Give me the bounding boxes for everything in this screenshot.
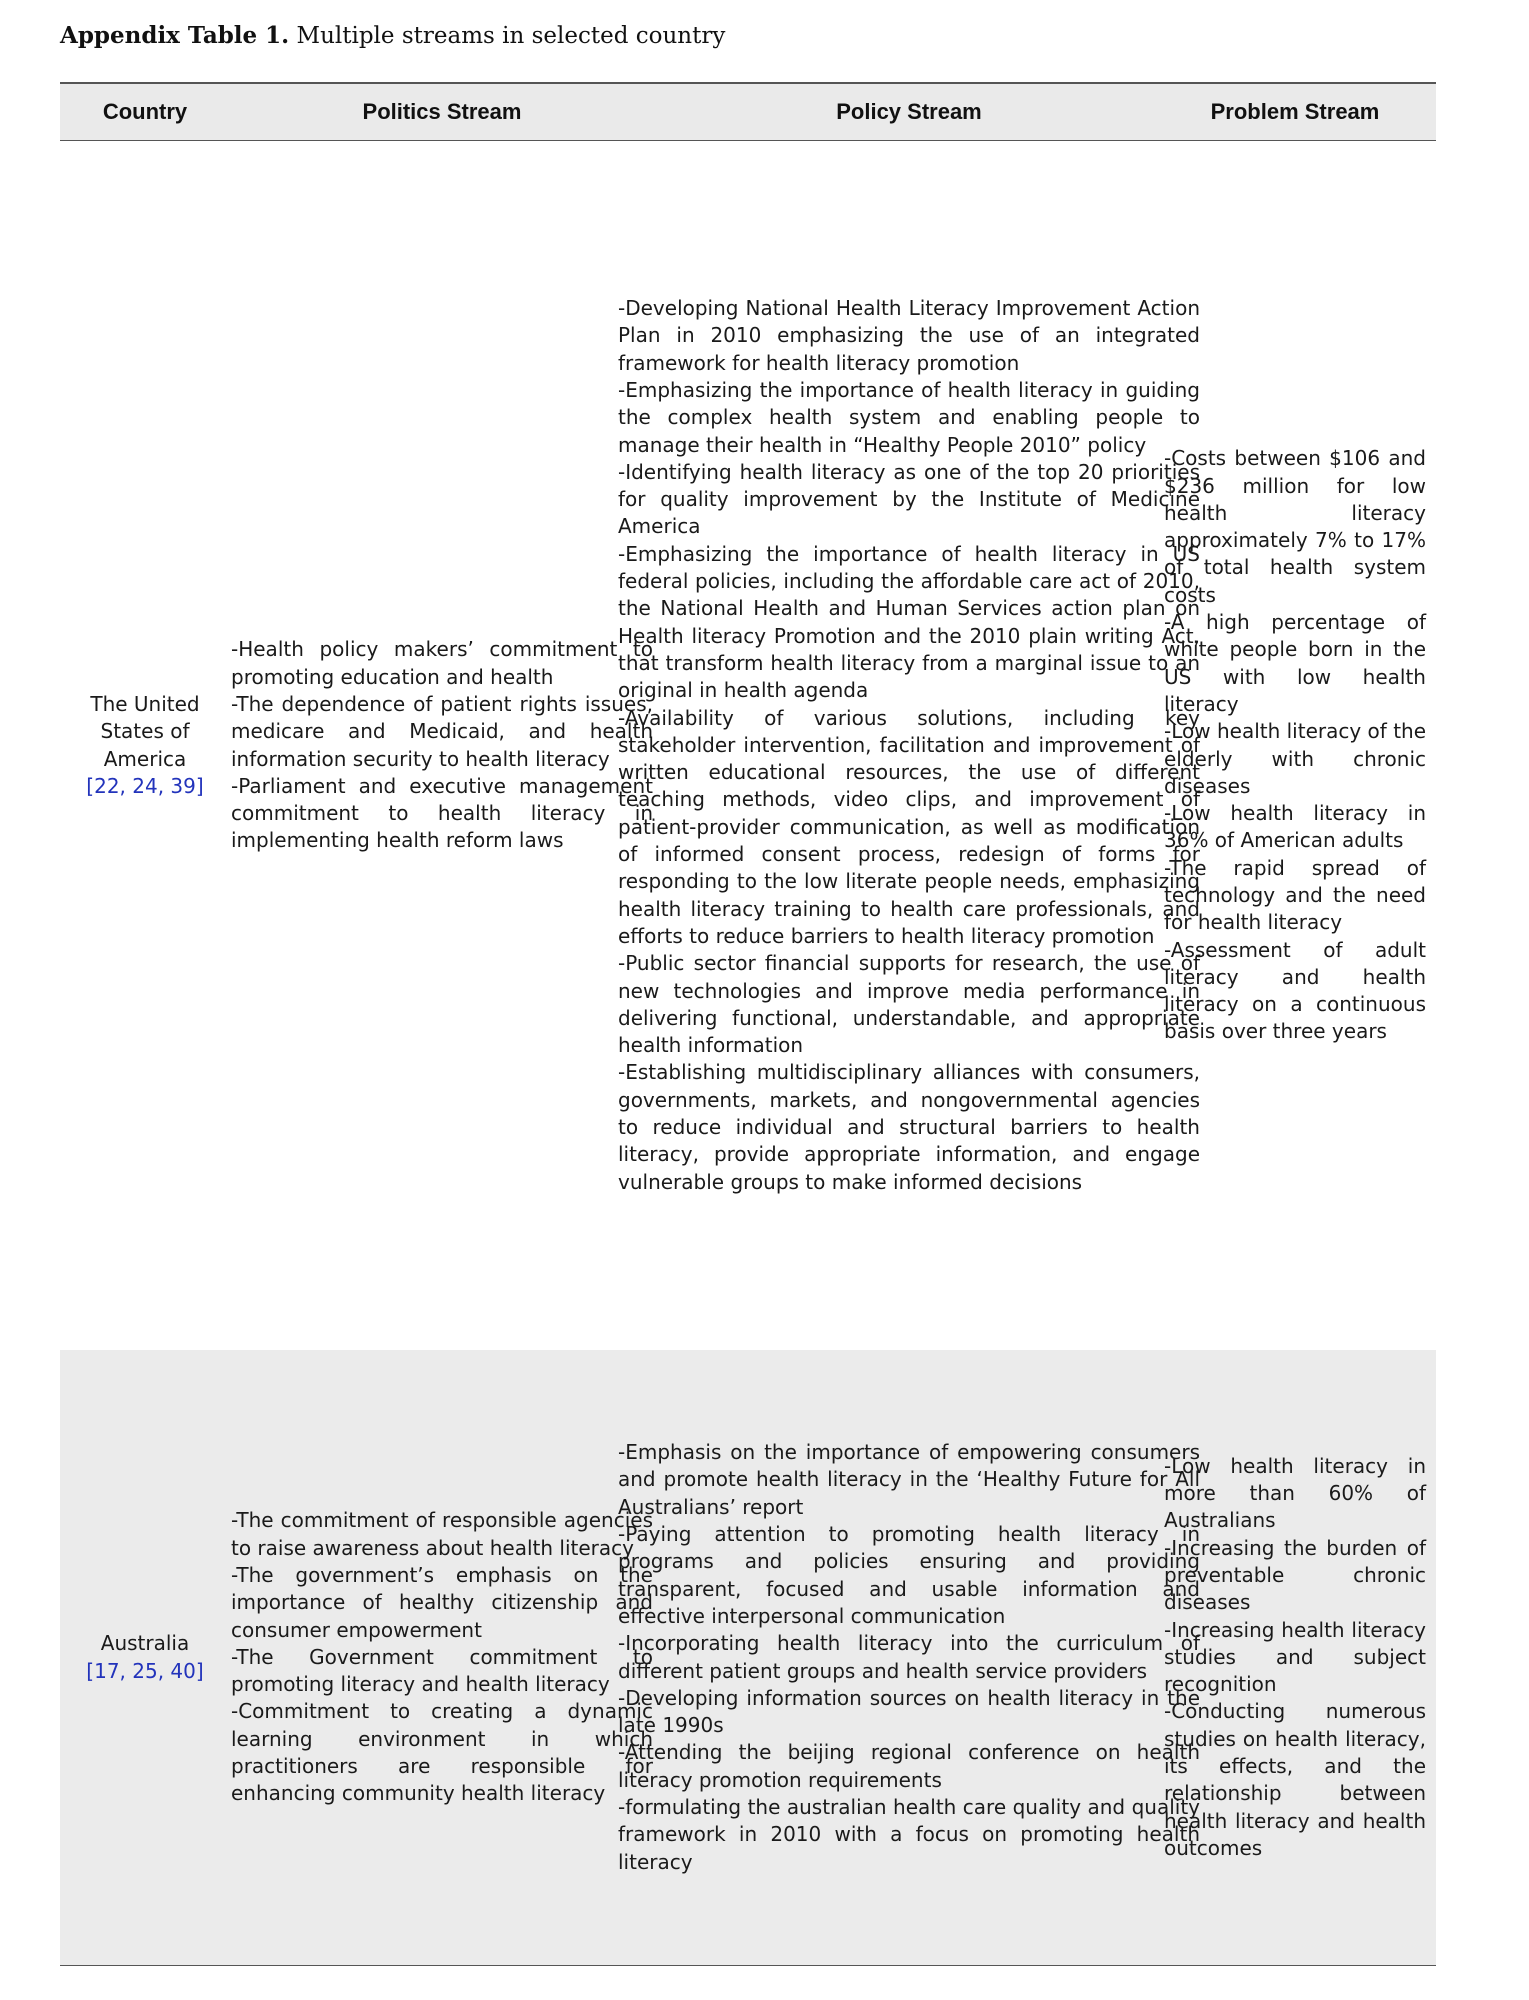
country-line: America [103,746,187,771]
problem-item: -Costs between $106 and $236 million for low health literacy approximately 7% to 17% of total health system costs [1164,446,1426,607]
politics-item: -The dependence of patient rights issues, medicare and Medicaid, and health information security to health literacy [231,691,653,771]
policy-item: -Emphasizing the importance of health literacy in guiding the complex health system and enabling people to manage their health in “Healthy People 2010” policy [618,377,1200,457]
problem-item: -Assessment of adult literacy and health literacy on a continuous basis over three years [1164,937,1426,1044]
caption-label: Appendix Table 1. [60,22,290,49]
cell-policy [618,1350,1200,1965]
policy-item: -Identifying health literacy as one of the top 20 priorities for quality improvement by the Institute of Medicine America [618,459,1200,539]
header-problem: Problem Stream [1210,99,1380,124]
bottom-rule [60,1965,1436,1966]
policy-item: -formulating the australian health care quality and quality framework in 2010 with a focus on promoting health literacy [618,1794,1200,1874]
politics-item: -Parliament and executive management commitment to health literacy in implementing health reform laws [231,773,653,853]
cell-country [70,1350,220,1965]
country-line: States of [100,719,190,744]
politics-item: -Health policy makers’ commitment to promoting education and health [231,637,653,689]
problem-item: -Increasing health literacy studies and subject recognition [1164,1617,1426,1697]
table-row-australia [60,1350,1436,1965]
policy-item: -Availability of various solutions, including key stakeholder intervention, facilitation and improvement of written educational resources, the use of different teaching methods, video clips, and improvement of patient-provider communication, as well as modification of informed consent process, redesign of forms for responding to the low literate people needs, emphasizing health literacy training to health care professionals, and efforts to reduce barriers to health literacy promotion [618,705,1200,948]
header-politics: Politics Stream [362,99,522,124]
country-line: The United [90,691,200,716]
problem-item: -Increasing the burden of preventable chronic diseases [1164,1535,1426,1615]
cell-policy [618,141,1200,1350]
problem-item: -Low health literacy of the elderly with chronic diseases [1164,719,1427,798]
policy-item: -Paying attention to promoting health literacy in programs and policies ensuring and providing transparent, focused and usable information and effective interpersonal communication [618,1522,1200,1628]
problem-item: -Low health literacy in 36% of American adults [1164,801,1426,853]
cell-country [70,141,220,1350]
cell-politics [231,141,653,1350]
country-line: Australia [100,1631,190,1656]
table-row-usa [60,141,1436,1350]
problem-item: -A high percentage of white people born in the US with low health literacy [1164,610,1426,716]
politics-item: -Commitment to creating a dynamic learning environment in which practitioners are responsible for enhancing community health literacy [231,1699,653,1806]
problem-item: -Conducting numerous studies on health literacy, its effects, and the relationship between health literacy and health outcomes [1164,1699,1426,1860]
politics-item: -The government’s emphasis on the importance of healthy citizenship and consumer empowerment [231,1562,653,1642]
policy-item: -Incorporating health literacy into the curriculum of different patient groups and health service providers [618,1631,1200,1683]
policy-item: -Emphasizing the importance of health literacy in US federal policies, including the affordable care act of 2010, the National Health and Human Services action plan on Health literacy Promotion and the 2010 plain writing Act, that transform health literacy from a marginal issue to an original in health agenda [618,541,1200,703]
cell-problem [1164,141,1426,1350]
table-caption [60,22,725,49]
header-country: Country [102,99,188,124]
citation-link[interactable]: [22, 24, 39] [86,773,204,798]
policy-item: -Public sector financial supports for research, the use of new technologies and improve media performance in delivering functional, understandable, and appropriate health information [618,951,1200,1058]
policy-item: -Developing National Health Literacy Improvement Action Plan in 2010 emphasizing the use of an integrated framework for health literacy promotion [618,296,1200,375]
policy-item: -Emphasis on the importance of empowering consumers and promote health literacy in the ‘Healthy Future for All Australians’ report [618,1440,1200,1519]
problem-item: -Low health literacy in more than 60% of Australians [1164,1453,1426,1533]
policy-item: -Attending the beijing regional conference on health literacy promotion requirements [618,1740,1200,1792]
politics-item: -The Government commitment to promoting literacy and health literacy [231,1644,653,1697]
cell-politics [231,1350,653,1965]
header-policy: Policy Stream [836,99,982,124]
citation-link[interactable]: [17, 25, 40] [86,1658,204,1683]
problem-item: -The rapid spread of technology and the need for health literacy [1164,855,1426,935]
policy-item: -Establishing multidisciplinary alliances with consumers, governments, markets, and nongovernmental agencies to reduce individual and structural barriers to health literacy, provide appropriate information, and engage vulnerable groups to make informed decisions [618,1060,1200,1194]
table-header [60,84,1436,140]
cell-problem [1164,1350,1426,1965]
politics-item: -The commitment of responsible agencies to raise awareness about health literacy [231,1508,653,1560]
caption-text: Multiple streams in selected country [296,23,726,49]
policy-item: -Developing information sources on health literacy in the late 1990s [618,1685,1200,1738]
